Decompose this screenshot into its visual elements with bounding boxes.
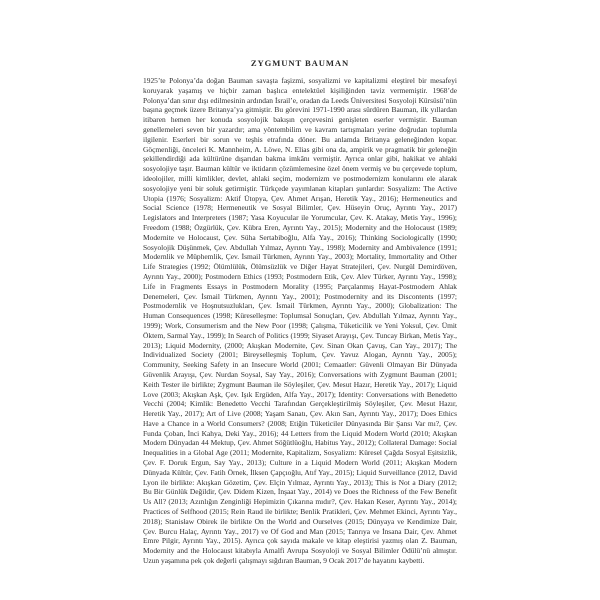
author-biography-paragraph: 1925’te Polonya’da doğan Bauman savaşta faşizmi, sosyalizmi ve kapitalizmi eleştirel bir mesafeyi koruyarak yaşamış ve hiçbir zaman başlıca entelektüel kişiliğinden taviz vermemiştir. 1968’de Polonya’dan sınır dışı edilmesinin ardından İsrail’e, oradan da Leeds Üniversitesi Sosyoloji Kürsüsü’nün başına geçmek üzere Britanya’ya gitmiştir. Bu görevini 1971-1990 arası sürdüren Bauman, ilk yıllardan itibaren hemen her konuda sosyolojik bakışın çerçevesini genişleten eserler vermiştir. Bauman genellemeleri seven bir yazardır; ama yöntembilim ve kavram tartışmaları yerine doğrudan toplumla ilgilenir. Eserleri bir sorun ve teşhis etrafında döner. Bu anlamda Britanya geleneğinden kopar. Göçmenliği, önceleri K. Mannheim, A. Löwe, N. Elias gibi ona da, ampirik ve pragmatik bir geleneğin şekillendirdiği ada kültürüne dışarıdan bakma imkânı vermiştir. Ayrıca onlar gibi, hakikat ve ahlaki sosyolojiye taşır. Bauman kültür ve iktidarın çözümlemesine özel önem vermiş ve bu çerçevede toplum, ideolojiler, milli kimlikler, devlet, ahlaki seçim, modernizm ve postmodernizm konularını ele alarak sosyolojiye yeni bir soluk getirmiştir. Türkçede yayımlanan kitapları şunlardır: Sosyalizm: The Active Utopia (1976; Sosyalizm: Aktif Ütopya, Çev. Ahmet Arışan, Heretik Yay., 2016); Hermeneutics and Social Science (1978; Hermeneutik ve Sosyal Bilimler, Çev. Hüseyin Oruç, Ayrıntı Yay., 2017) Legislators and Interpreters (1987; Yasa Koyucular ile Yorumcular, Çev. K. Atakay, Metis Yay., 1996); Freedom (1988; Özgürlük, Çev. Kübra Eren, Ayrıntı Yay., 2015); Modernity and the Holocaust (1989; Modernite ve Holocaust, Çev. Süha Sertabiboğlu, Alfa Yay., 2016); Thinking Sociologically (1990; Sosyolojik Düşünmek, Çev. Abdullah Yılmaz, Ayrıntı Yay., 1998); Modernity and Ambivalence (1991; Modernlik ve Müphemlik, Çev. İsmail Türkmen, Ayrıntı Yay., 2003); Mortality, Immortality and Other Life Strategies (1992; Ölümlülük, Ölümsüzlük ve Diğer Hayat Stratejileri, Çev. Nurgül Demirdöven, Ayrıntı Yay., 2000); Postmodern Ethics (1993; Postmodern Etik, Çev. Alev Türker, Ayrıntı Yay., 1998); Life in Fragments Essays in Postmodern Morality (1995; Parçalanmış Hayat-Postmodern Ahlak Denemeleri, Çev. İsmail Türkmen, Ayrıntı Yay., 2001); Postmodernity and its Discontents (1997; Postmodernlik ve Hoşnutsuzlukları, Çev. İsmail Türkmen, Ayrıntı Yay., 2000); Globalization: The Human Consequences (1998; Küreselleşme: Toplumsal Sonuçları, Çev. Abdullah Yılmaz, Ayrıntı Yay., 1999); Work, Consumerism and the New Poor (1998; Çalışma, Tüketicilik ve Yeni Yoksul, Çev. Ümit Öktem, Sarmal Yay., 1999); In Search of Politics (1999; Siyaset Arayışı, Çev. Tuncay Birkan, Metis Yay., 2013); Liquid Modernity, (2000; Akışkan Modernite, Çev. Sinan Okan Çavuş, Can Yay., 2017); The Individualized Society (2001; Bireyselleşmiş Toplum, Çev. Yavuz Alogan, Ayrıntı Yay., 2005); Community, Seeking Safety in an Insecure World (2001; Cemaatler: Güvenli Olmayan Bir Dünyada Güvenlik Arayışı, Çev. Nurdan Soysal, Say Yay., 2016); Conversations with Zygmunt Bauman (2001; Keith Tester ile birlikte; Zygmunt Bauman ile Söyleşiler, Çev. Mesut Hazır, Heretik Yay., 2017); Liquid Love (2003; Akışkan Aşk, Çev. Işık Ergüden, Alfa Yay., 2017); Identity: Conversations with Benedetto Vecchi (2004; Kimlik: Benedetto Vecchi Tarafından Gerçekleştirilmiş Söyleşiler, Çev. Mesut Hazır, Heretik Yay., 2017); Art of Live (2008; Yaşam Sanatı, Çev. Akın Sarı, Ayrıntı Yay., 2017); Does Ethics Have a Chance in a World Consumers? (2008; Etiğin Tüketiciler Dünyasında Bir Şansı Var mı?, Çev. Funda Çoban, İnci Kahya, Deki Yay., 2016); 44 Letters from the Liquid Modern World (2010; Akışkan Modern Dünyadan 44 Mektup, Çev. Ahmet Söğütlüoğlu, Habitus Yay., 2012); Collateral Damage: Social Inequalities in a Global Age (2011; Modernite, Kapitalizm, Sosyalizm: Küresel Çağda Sosyal Eşitsizlik, Çev. F. Doruk Ergun, Say Yay., 2013); Culture in a Liquid Modern World (2011; Akışkan Modern Dünyada Kültür, Çev. Fatih Örnek, İlksen Çapçıoğlu, Atıf Yay., 2015); Liquid Surveillance (2012, David Lyon ile birlikte: Akışkan Gözetim, Çev. Elçin Yılmaz, Ayrıntı Yay., 2013); This is Not a Diary (2012; Bu Bir Günlük Değildir, Çev. Didem Kizen, İnşaat Yay., 2014) ve Does the Richness of the Few Benefit Us All? (2013; Azınlığın Zenginliği Hepimizin Çıkarına mıdır?, Çev. Hakan Keser, Ayrıntı Yay., 2014); Practices of Selfhood (2015; Rein Raud ile birlikte; Benlik Pratikleri, Çev. Mehmet Ekinci, Ayrıntı Yay., 2018); Stanisław Obirek ile birlikte On the World and Ourselves (2015; Dünyaya ve Kendimize Dair, Çev. Burcu Halaç, Ayrıntı Yay., 2017) ve Of God and Man (2015; Tanrıya ve İnsana Dair, Çev. Ahmet Emre Pilgir, Ayrıntı Yay., 2015). Ayrıca çok sayıda makale ve kitap eleştirisi yazmış olan Z. Bauman, Modernity and the Holocaust kitabıyla Amalfi Avrupa Sosyoloji ve Sosyal Bilimler Ödülü’nü almıştır. Uzun yaşamına pek çok değerli çalışmayı sığdıran Bauman, 9 Ocak 2017’de hayatını kaybetti. (143, 76, 457, 566)
author-name-heading: ZYGMUNT BAUMAN (250, 58, 350, 68)
